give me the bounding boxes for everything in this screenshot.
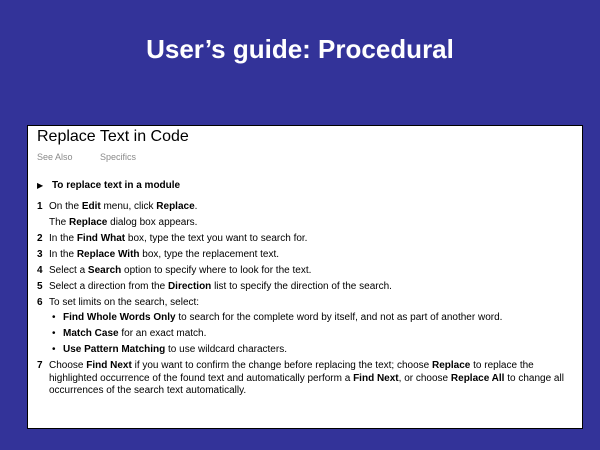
list-item [49,328,577,341]
step-number: 2 [37,232,43,244]
field-name: Replace With [76,248,140,260]
step-number: 7 [37,360,43,371]
text-part: to search for the complete word by itself, and not as part of another word. [175,312,503,323]
text-part: to change all occurrences of the search text automatically. [49,372,564,396]
option-name: Use Pattern Matching [63,344,166,355]
step-item [37,201,577,229]
step-text [49,233,307,244]
text-part: Choose [49,360,87,371]
step-text [49,281,392,292]
text-part: box, type the replacement text. [139,248,280,260]
step-text [49,265,311,276]
text-part: Select a [49,264,88,276]
dialog-name: Replace [69,216,108,228]
step-item [37,360,577,398]
step-number: 4 [37,264,43,276]
text-part: On the [49,201,82,212]
step-text: To set limits on the search, select: [49,296,200,308]
command-name: Find Next [86,360,132,371]
step-item [37,281,577,294]
text-part: . [194,201,198,212]
command-name: Replace [432,360,471,371]
help-links [37,152,161,162]
text-part: , or choose [398,372,451,384]
option-name: Find Whole Words Only [63,312,176,323]
step-item [37,233,577,246]
list-item [49,344,577,357]
step-number: 6 [37,296,43,308]
option-list [49,312,577,357]
option-name: Search [87,264,122,276]
step-number: 3 [37,248,43,260]
step-item [37,265,577,278]
text-part: to use wildcard characters. [165,344,287,355]
step-item [37,297,577,357]
menu-name: Edit [81,201,101,212]
see-also-link[interactable]: See Also [37,152,73,162]
text-part: to replace the highlighted occurrence of the found text and automatically perform a [49,360,534,384]
step-number: 1 [37,201,43,212]
step-text [49,360,564,396]
slide-title: User’s guide: Procedural [146,34,454,64]
field-name: Find What [76,232,126,244]
command-name: Replace [156,201,195,212]
text-part: list to specify the direction of the search. [211,280,392,292]
procedure-heading-text: To replace text in a module [51,180,181,191]
step-text [49,249,279,260]
text-part: The [49,216,70,228]
help-topic-title: Replace Text in Code [37,128,189,145]
text-part: dialog box appears. [107,216,198,228]
list-name: Direction [167,280,212,292]
text-part: menu, click [100,201,157,212]
command-name: Replace All [450,372,505,384]
step-subtext [49,217,577,230]
command-name: Find Next [353,372,399,384]
text-part: In the [49,248,77,260]
list-item [49,312,577,325]
steps-list [37,201,577,401]
procedure-heading[interactable] [37,180,180,191]
option-name: Match Case [63,328,119,339]
text-part: for an exact match. [118,328,207,339]
text-part: In the [49,232,77,244]
text-part: Select a direction from the [49,280,168,292]
help-window [27,125,583,429]
step-text [49,201,197,212]
expand-triangle-icon[interactable]: ▶ [37,181,44,190]
text-part: box, type the text you want to search for. [125,232,308,244]
text-part: if you want to confirm the change before replacing the text; choose [131,360,432,371]
step-item [37,249,577,262]
specifics-link[interactable]: Specifics [100,152,137,162]
text-part: option to specify where to look for the text. [121,264,312,276]
step-number: 5 [37,280,43,292]
